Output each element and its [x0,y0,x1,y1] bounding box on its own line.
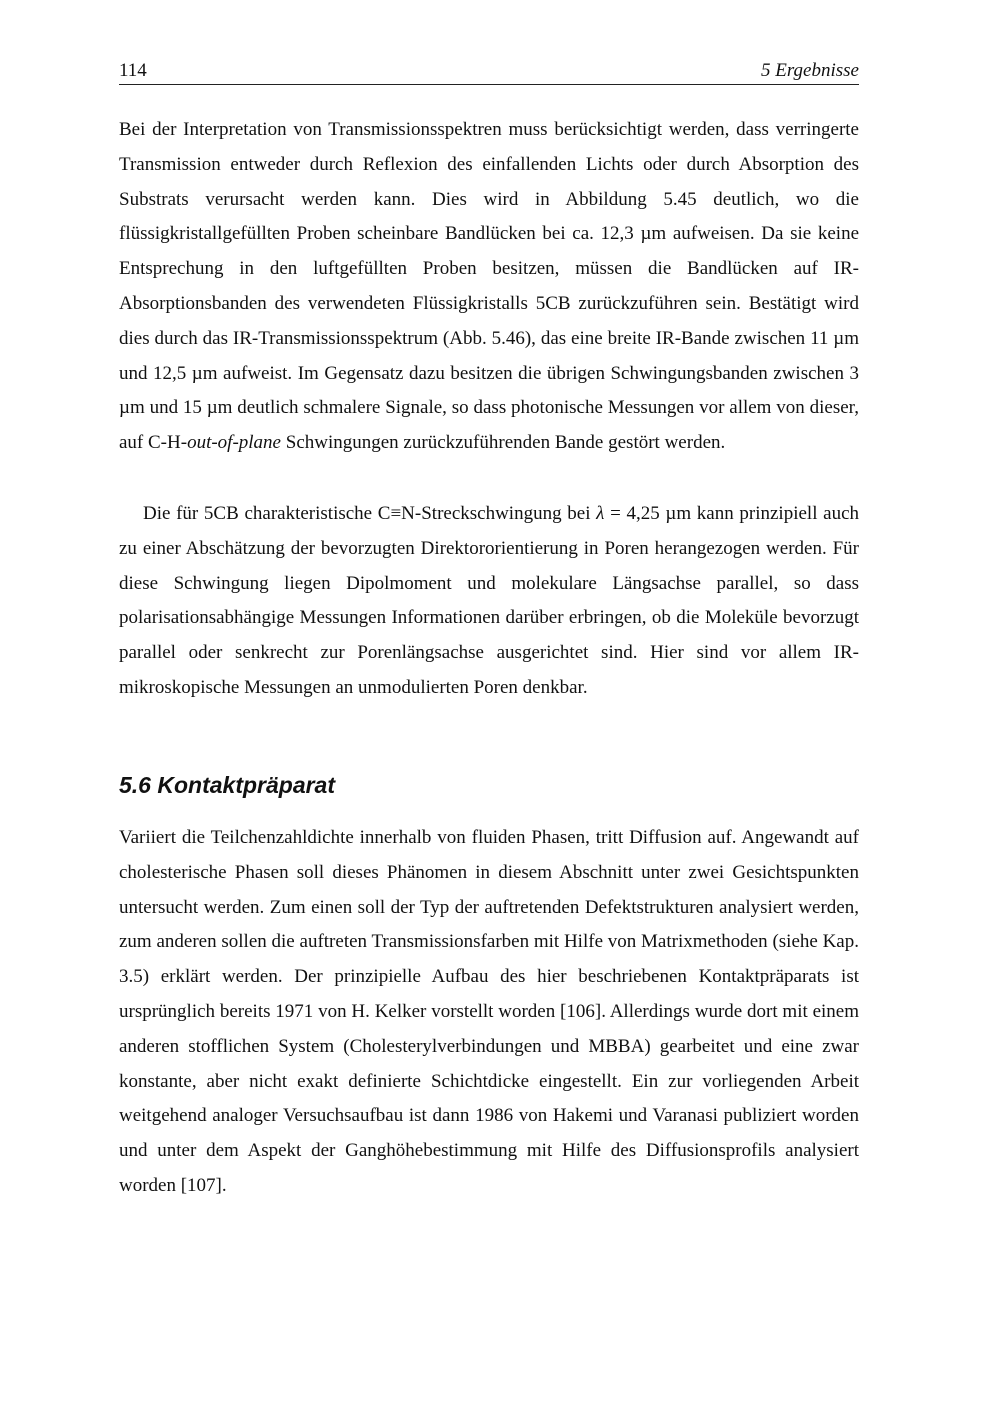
lambda-symbol: λ [596,503,605,524]
page-number: 114 [119,60,147,81]
paragraph-kontaktpraeparat: Variiert die Teilchenzahldichte innerhalb von fluiden Phasen, tritt Diffusion auf. Angewandt auf cholesterische Phasen soll dieses Phänomen in diesem Abschnitt unter zwei Gesichtspunkten untersucht werden. Zum einen soll der Typ der auftretenden Defektstrukturen analysiert werden, zum anderen sollen die auftreten Transmissionsfarben mit Hilfe von Matrixmethoden (siehe Kap. 3.5) erklärt werden. Der prinzipielle Aufbau des hier beschriebenen Kontaktpräparats ist ursprünglich bereits 1971 von H. Kelker vorstellt worden [106]. Allerdings wurde dort mit einem anderen stofflichen System (Cholesterylverbindungen und MBBA) gearbeitet und eine zwar konstante, aber nicht exakt definierte Schichtdicke eingestellt. Ein zur vorliegenden Arbeit weitgehend analoger Versuchsaufbau ist dann 1986 von Hakemi und Varanasi publiziert worden und unter dem Aspekt der Ganghöhebestimmung mit Hilfe des Diffusionsprofils analysiert worden [107]. [119,827,859,1196]
paragraph-cn-stretch [119,497,859,706]
paragraph-text: Die für 5CB charakteristische C≡N-Streckschwingung bei [143,503,597,524]
paragraph-transmission [119,113,859,461]
section-heading: 5.6 Kontaktpräparat [119,772,336,798]
paragraph-text: Schwingungen zurückzuführenden Bande gestört werden. [281,432,726,454]
page-header [119,60,859,85]
paragraph-text: = 4,25 µm kann prinzipiell auch zu einer Abschätzung der bevorzugten Direktororientierung in Poren herangezogen werden. Für diese Schwingung liegen Dipolmoment und molekulare Längsachse parallel, so dass polarisationsabhängige Messungen Informationen darüber erbringen, ob die Moleküle bevorzugt parallel oder senkrecht zur Porenlängsachse ausgerichtet sind. Hier sind vor allem IR-mikroskopische Messungen an unmodulierten Poren denkbar. [119,503,860,698]
italic-term: out-of-plane [187,432,281,454]
paragraph-text: Bei der Interpretation von Transmissionsspektren muss berücksichtigt werden, dass verringerte Transmission entweder durch Reflexion des einfallenden Lichts oder durch Absorption des Substrats verursacht werden kann. Dies wird in Abbildung 5.45 deutlich, wo die flüssigkristallgefüllten Proben scheinbare Bandlücken bei ca. 12,3 µm aufweisen. Da sie keine Entsprechung in den luftgefüllten Proben besitzen, müssen die Bandlücken auf IR-Absorptionsbanden des verwendeten Flüssigkristalls 5CB zurückzuführen sein. Bestätigt wird dies durch das IR-Transmissionsspektrum (Abb. 5.46), das eine breite IR-Bande zwischen 11 µm und 12,5 µm aufweist. Im Gegensatz dazu besitzen die übrigen Schwingungsbanden zwischen 3 µm und 15 µm deutlich schmalere Signale, so dass photonische Messungen vor allem von dieser, auf C-H- [119,119,859,454]
running-title: 5 Ergebnisse [761,60,859,81]
